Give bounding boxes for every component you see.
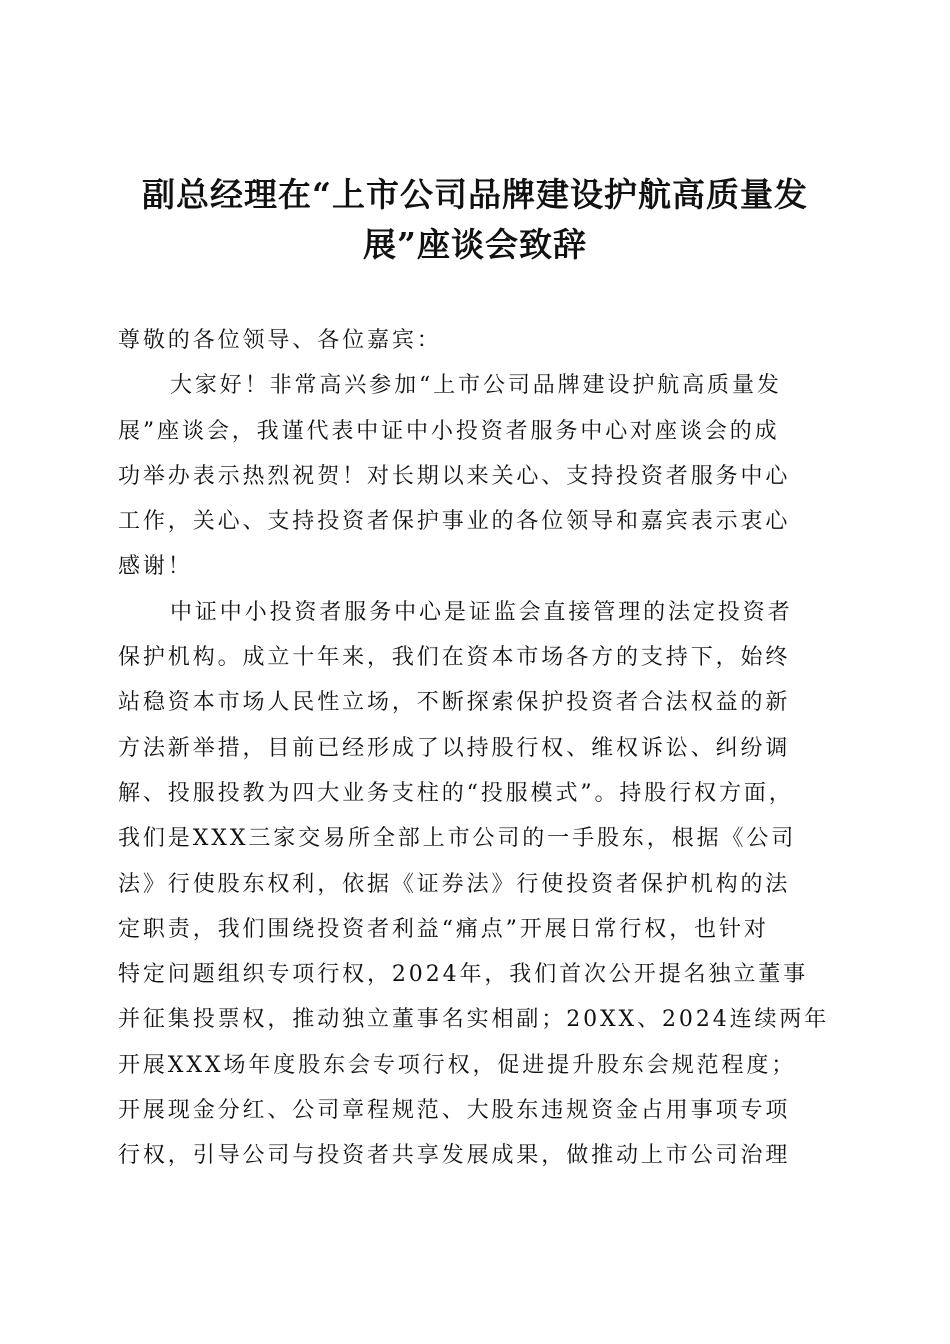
paragraph-2-line: 我们是XXX三家交易所全部上市公司的一手股东，根据《公司: [118, 826, 797, 852]
title-line: 展”座谈会致辞: [363, 225, 587, 264]
paragraph-1-line: 展”座谈会，我谨代表中证中小投资者服务中心对座谈会的成: [118, 418, 780, 444]
document-body: [118, 318, 830, 1179]
greeting: 尊敬的各位领导、各位嘉宾：: [118, 328, 442, 353]
paragraph-2-line: 并征集投票权，推动独立董事名实相副；20XX、2024连续两年: [118, 1007, 830, 1033]
paragraph-2-line: 解、投服投教为四大业务支柱的“投服模式”。持股行权方面，: [118, 780, 794, 806]
paragraph-2-line: 开展现金分红、公司章程规范、大股东违规资金占用事项专项: [118, 1098, 791, 1124]
paragraph-2-line: 站稳资本市场人民性立场，不断探索保护投资者合法权益的新: [118, 690, 791, 716]
paragraph-2-line: 中证中小投资者服务中心是证监会直接管理的法定投资者: [170, 599, 793, 625]
paragraph-2-line: 保护机构。成立十年来，我们在资本市场各方的支持下，始终: [118, 645, 791, 671]
paragraph-1-line: 感谢！: [118, 554, 193, 580]
title-line: 副总经理在“上市公司品牌建设护航高质量发: [142, 175, 808, 214]
paragraph-2-line: 法》行使股东权利，依据《证券法》行使投资者保护机构的法: [118, 871, 791, 897]
paragraph-1-line: 工作，关心、支持投资者保护事业的各位领导和嘉宾表示衷心: [118, 509, 791, 535]
paragraph-2-line: 方法新举措，目前已经形成了以持股行权、维权诉讼、纠纷调: [118, 735, 791, 761]
paragraph-2-line: 开展XXX场年度股东会专项行权，促进提升股东会规范程度；: [118, 1052, 797, 1078]
paragraph-2-line: 定职责，我们围绕投资者利益“痛点”开展日常行权，也针对: [118, 916, 769, 942]
document-title: [100, 170, 850, 270]
paragraph-2-line: 行权，引导公司与投资者共享发展成果，做推动上市公司治理: [118, 1143, 791, 1169]
paragraph-1-line: 功举办表示热烈祝贺！对长期以来关心、支持投资者服务中心: [118, 463, 791, 489]
paragraph-2-line: 特定问题组织专项行权，2024年，我们首次公开提名独立董事: [118, 962, 809, 988]
paragraph-1-line: 大家好！非常高兴参加“上市公司品牌建设护航高质量发: [170, 373, 782, 399]
